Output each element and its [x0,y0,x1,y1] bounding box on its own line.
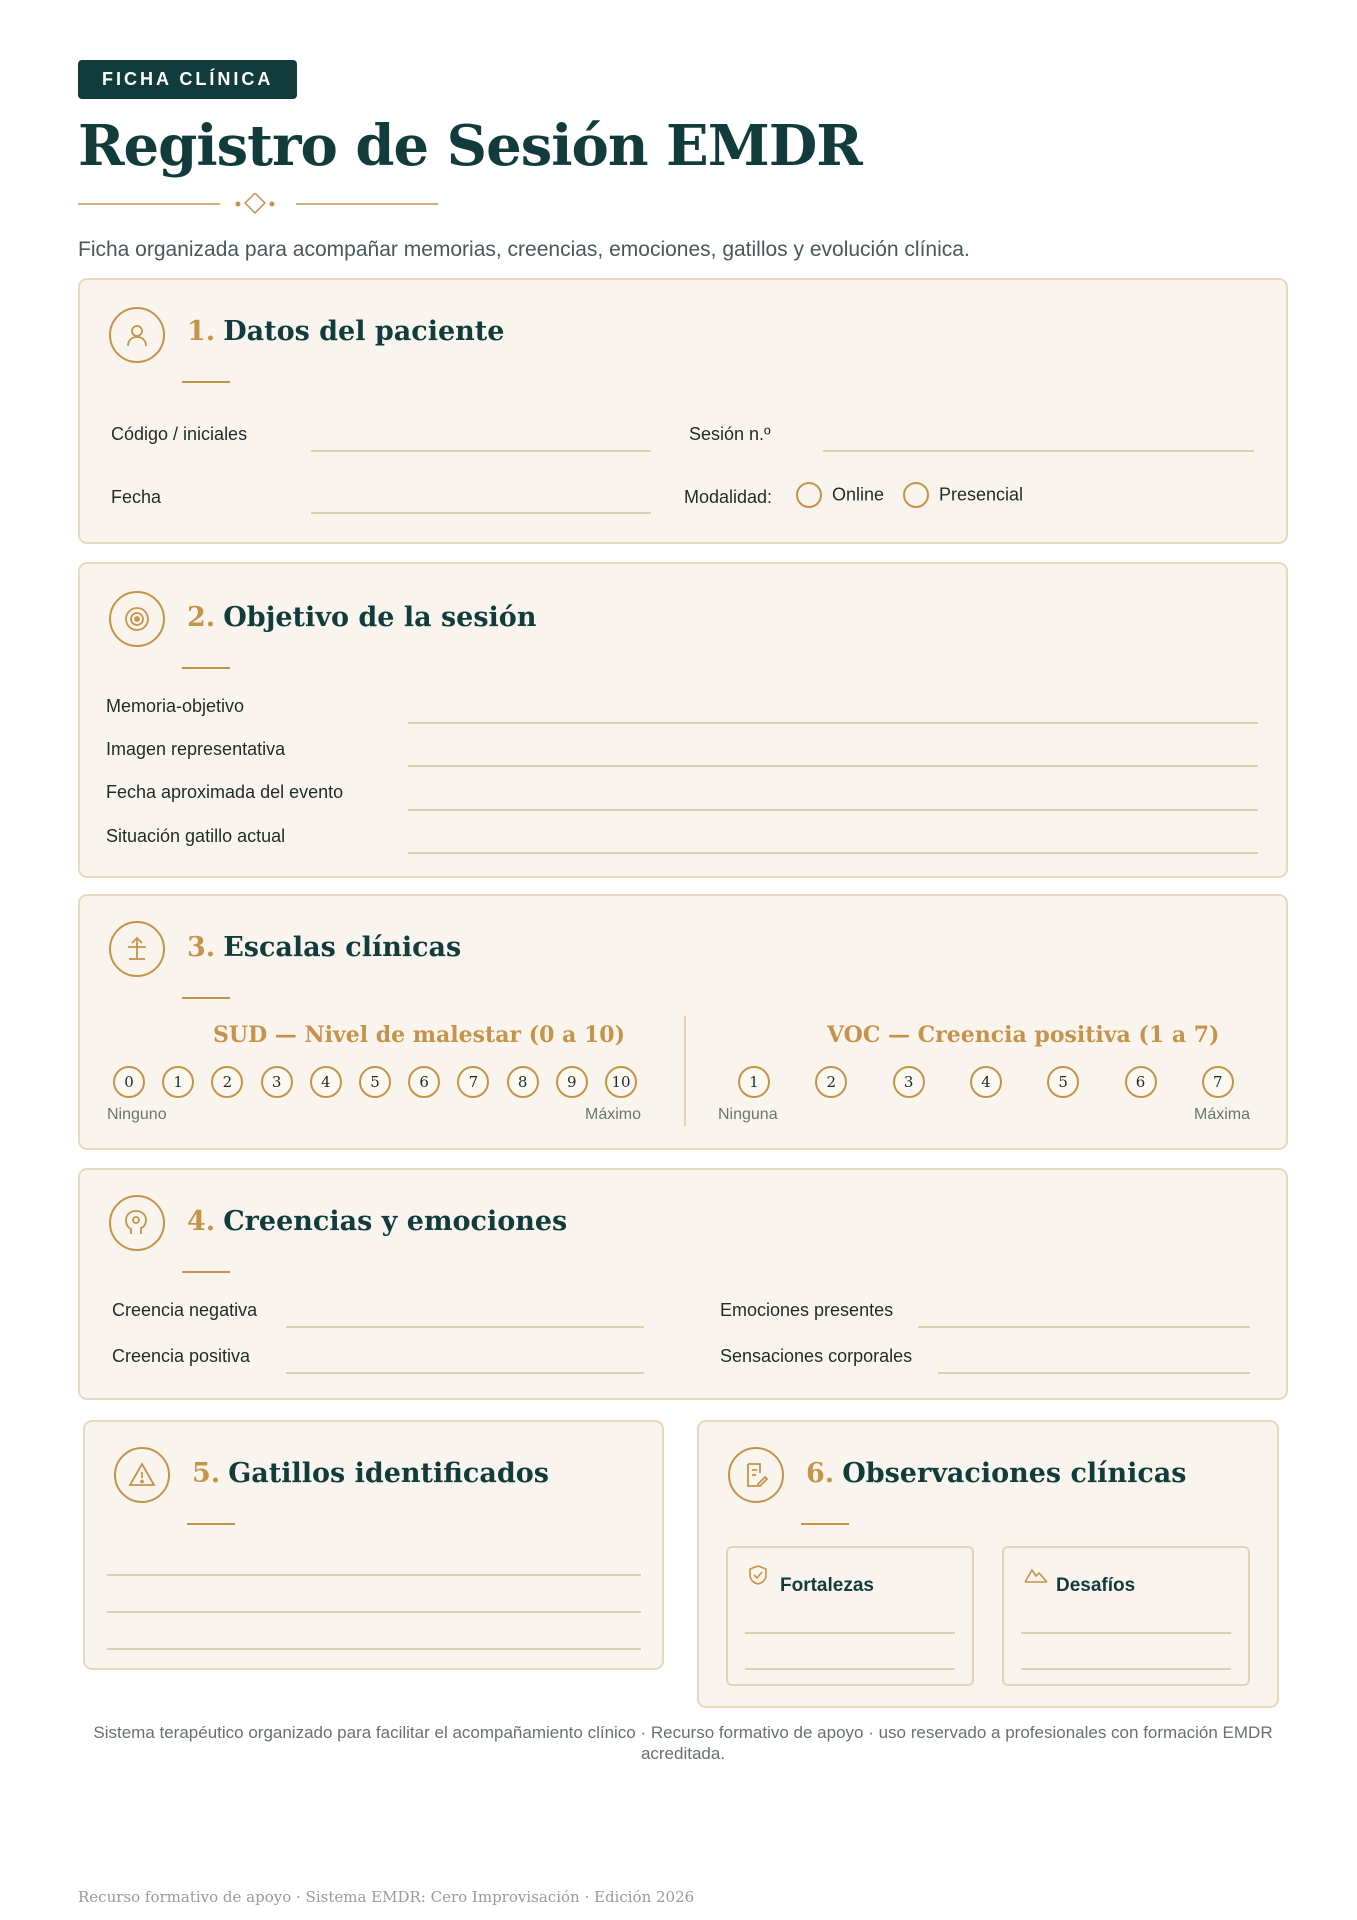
challenges-line[interactable] [1021,1632,1231,1634]
voc-option-4[interactable]: 4 [970,1066,1002,1098]
sud-option-0[interactable]: 0 [113,1066,145,1098]
date-field[interactable] [311,512,651,514]
page-header [78,60,1288,262]
notes-icon [728,1447,784,1503]
session-field[interactable] [823,450,1254,452]
warning-icon [114,1447,170,1503]
title-rule [187,1523,235,1525]
beliefs-emotions-card [78,1168,1288,1400]
image-label: Imagen representativa [106,739,286,759]
sud-option-5[interactable]: 5 [359,1066,391,1098]
clinical-scales-card [78,894,1288,1150]
trigger-situation-label: Situación gatillo actual [106,826,286,846]
title-rule [182,1271,230,1273]
head-icon [109,1195,165,1251]
title-ornament [78,193,438,215]
challenges-line[interactable] [1021,1668,1231,1670]
voc-option-5[interactable]: 5 [1047,1066,1079,1098]
positive-belief-field[interactable] [286,1372,644,1374]
session-objective-card [78,562,1288,878]
sud-option-9[interactable]: 9 [556,1066,588,1098]
code-label: Código / iniciales [111,424,248,444]
shield-check-icon [748,1564,768,1591]
section-title: 2. Objetivo de la sesión [187,602,537,633]
modality-option-online[interactable]: Online [796,482,884,508]
strengths-line[interactable] [745,1632,955,1634]
scale-divider [684,1016,686,1126]
target-icon [109,591,165,647]
positive-belief-label: Creencia positiva [112,1346,251,1366]
memory-target-label: Memoria-objetivo [106,696,245,716]
page-subtitle: Ficha organizada para acompañar memorias, creencias, emociones, gatillos y evolución clínica. [78,238,970,261]
section-title: 6. Observaciones clínicas [806,1458,1187,1489]
triggers-card [83,1420,664,1670]
scale-icon [109,921,165,977]
sud-option-8[interactable]: 8 [507,1066,539,1098]
sud-option-6[interactable]: 6 [408,1066,440,1098]
sud-option-4[interactable]: 4 [310,1066,342,1098]
doc-badge: FICHA CLÍNICA [78,60,297,99]
radio-online[interactable] [796,482,822,508]
mountain-icon [1024,1566,1048,1589]
sud-option-10[interactable]: 10 [605,1066,637,1098]
title-rule [182,997,230,999]
clinical-observations-card [697,1420,1279,1708]
title-rule [801,1523,849,1525]
voc-max-label: Máxima [1194,1106,1251,1123]
trigger-line[interactable] [107,1574,641,1576]
sud-min-label: Ninguno [107,1106,167,1123]
trigger-line[interactable] [107,1611,641,1613]
strengths-title: Fortalezas [780,1575,874,1596]
emotions-field[interactable] [918,1326,1250,1328]
voc-option-3[interactable]: 3 [893,1066,925,1098]
disclaimer-text: Sistema terapéutico organizado para facilitar el acompañamiento clínico · Recurso formativo de apoyo · uso reservado a profesionales con formación EMDR acreditada. [93,1723,1273,1763]
voc-scale-title: VOC — Creencia positiva (1 a 7) [827,1022,1220,1048]
strengths-box [726,1546,974,1686]
voc-option-6[interactable]: 6 [1125,1066,1157,1098]
sensations-field[interactable] [938,1372,1250,1374]
memory-target-field[interactable] [408,722,1258,724]
strengths-line[interactable] [745,1668,955,1670]
section-title: 1. Datos del paciente [187,316,505,347]
challenges-box [1002,1546,1250,1686]
challenges-title: Desafíos [1056,1575,1136,1596]
sensations-label: Sensaciones corporales [720,1346,913,1366]
radio-presencial[interactable] [903,482,929,508]
trigger-situation-field[interactable] [408,852,1258,854]
sud-option-3[interactable]: 3 [261,1066,293,1098]
sud-option-7[interactable]: 7 [457,1066,489,1098]
code-field[interactable] [311,450,651,452]
image-field[interactable] [408,765,1258,767]
patient-data-card [78,278,1288,544]
title-rule [182,667,230,669]
emotions-label: Emociones presentes [720,1300,894,1320]
date-label: Fecha [111,487,162,507]
section-title: 5. Gatillos identificados [192,1458,549,1489]
voc-option-2[interactable]: 2 [815,1066,847,1098]
event-date-label: Fecha aproximada del evento [106,782,344,802]
sud-scale-title: SUD — Nivel de malestar (0 a 10) [213,1022,626,1048]
page-footer: Recurso formativo de apoyo · Sistema EMDR: Cero Improvisación · Edición 2026 [78,1888,695,1906]
trigger-line[interactable] [107,1648,641,1650]
page-title: Registro de Sesión EMDR [78,113,862,179]
voc-option-1[interactable]: 1 [738,1066,770,1098]
voc-option-7[interactable]: 7 [1202,1066,1234,1098]
session-label: Sesión n.º [689,424,771,444]
section-title: 3. Escalas clínicas [187,932,462,963]
negative-belief-field[interactable] [286,1326,644,1328]
title-rule [182,381,230,383]
voc-min-label: Ninguna [718,1106,778,1123]
negative-belief-label: Creencia negativa [112,1300,258,1320]
event-date-field[interactable] [408,809,1258,811]
modality-label: Modalidad: [684,487,773,507]
sud-option-2[interactable]: 2 [211,1066,243,1098]
sud-max-label: Máximo [585,1106,642,1123]
sud-option-1[interactable]: 1 [162,1066,194,1098]
modality-option-presencial[interactable]: Presencial [903,482,1023,508]
section-title: 4. Creencias y emociones [187,1206,568,1237]
user-icon [109,307,165,363]
